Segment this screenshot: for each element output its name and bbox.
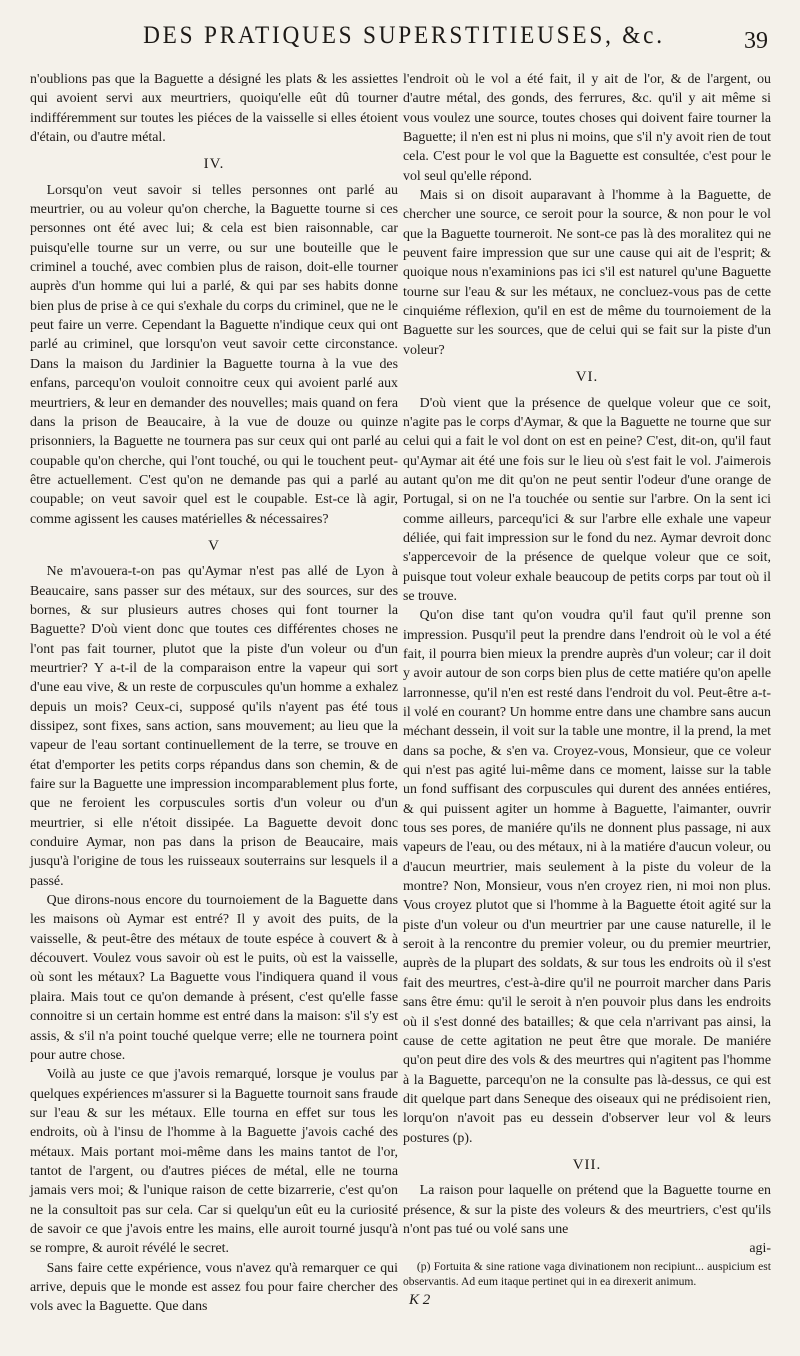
section-heading-vi: VI. [575,369,599,386]
paragraph: La raison pour laquelle on prétend que la Baguette tourne en présence, & sur la piste des voleurs & des meurtriers, c'est qu'ils n'ont pas tué ou volé sans une [403,1183,771,1237]
page-header [34,22,774,62]
catchword: agi- [749,1241,771,1257]
page-number: 39 [744,28,768,54]
right-column [403,70,771,1310]
paragraph: l'endroit où le vol a été fait, il y ait de l'or, & de l'argent, ou d'autre métal, des gonds, des ferrures, &c. qu'il y ait même si vous voulez une source, toutes choses qui doivent faire tourner la Baguette; il n'en est ni plus ni moins, que s'il n'y avoit rien de tout cela. C'est pour le vol que la Baguette est consultée, c'est pour le vol seul qu'elle répond. [403,72,771,184]
running-title: DES PRATIQUES SUPERSTITIEUSES, &c. [143,22,665,49]
left-column [30,70,398,1317]
paragraph: Sans faire cette expérience, vous n'avez qu'à remarquer ce qui arrive, depuis que le monde est assez fou pour faire chercher des vols avec la Baguette. Que dans [30,1260,398,1315]
paragraph: Mais si on disoit auparavant à l'homme à la Baguette, de chercher une source, ce seroit pour la source, & non pour le vol que la Baguette tourneroit. Ne sont-ce pas là des moralitez qui ne peuvent faire impression que sur une cause qui ait de l'esprit; & quoique nous n'examinions pas ici s'il est naturel qu'une Baguette tourne sur l'eau & sur les métaux, ne concluez-vous pas de cette cinquiéme réflexion, qu'il en est de même du tournoiement de la Baguette sur les sources, que de celui qui se fait sur la piste d'un voleur? [403,188,771,358]
section-heading-iv: IV. [203,156,225,173]
paragraph: Ne m'avouera-t-on pas qu'Aymar n'est pas allé de Lyon à Beaucaire, sans passer sur des métaux, sur des sources, sur des bornes, & sur plusieurs autres choses qui font tourner la Baguette? D'où vient donc que toutes ces différentes choses ne l'ont pas fait tourner, plutot que la piste d'un voleur ou d'un meurtrier? Y a-t-il de la comparaison entre la vapeur qui sort d'une eau vive, & un reste de corpuscules qu'un homme a exhalez depuis un mois? Ceux-ci, supposé qu'ils n'ayent pas été tous dissipez, sont fixes, sans action, sans mouvement; au lieu que la vapeur de l'eau sortant continuellement de la terre, se trouve en état d'emporter les petits corps répandus dans son chemin, & de faire sur la Baguette une impression incomparablement plus forte, que ne feroient les corpuscules sortis d'un voleur ou d'un meurtrier, si elle n'étoit dissipée. La Baguette devoit donc conduire Aymar, non pas dans la prison de Beaucaire, mais jusqu'à l'origine de tous les ruisseaux souterrains sur lesquels il a passé. [30,564,398,889]
paragraph: n'oublions pas que la Baguette a désigné les plats & les assiettes qui avoient servi aux meurtriers, quoiqu'elle eût dû tourner indifféremment sur toutes les piéces de la vaisselle si elles étoient d'étain, ou d'autre métal. [30,72,398,146]
paragraph: Lorsqu'on veut savoir si telles personnes ont parlé au meurtrier, ou au voleur qu'on cherche, la Baguette tourne si ces personnes ont été avec lui; & cela est bien raisonnable, car puisqu'elle tourne sur un verre, ou sur une bouteille que le criminel a touché, avec combien plus de raison, doit-elle tourner auprès d'un homme qui lui a parlé, & qui par ses habits donne bien plus de prise à ce qui s'exhale du corps du criminel, que ne le peut faire un verre. Cependant la Baguette n'indique ceux qui ont parlé au criminel, que lorsqu'on veut savoir cette circonstance. Dans la maison du Jardinier la Baguette tourna à la vue des enfans, parcequ'on vouloit connoitre ceux qui avoient parlé aux meurtriers, & leur en demander des nouvelles; mais quand on fera dans la prison de Beaucaire, à la vue de douze ou quinze prisonniers, la Baguette ne tournera pas sur ceux qui ont parlé au coupable qu'on cherche, qui l'ont touché, ou qui le touchent peut-être actuellement. C'est qu'on ne demande pas qui a parlé au coupable; on veut savoir quel est le coupable. Est-ce là agir, comme agissent les causes matérielles & nécessaires? [30,182,398,527]
paragraph: Qu'on dise tant qu'on voudra qu'il faut qu'il prenne son impression. Pusqu'il peut la prendre dans l'endroit où le vol a été fait, il pourra bien mieux la prendre auprès d'un voleur; car il doit y avoir autour de son corps bien plus de cette matiére qu'on apelle larronnesse, qu'il n'en est resté dans l'endroit du vol. Peut-être a-t-il volé en courant? Un homme entre dans une chambre sans aucun méchant dessein, il voit sur la table une montre, il la prend, la met dans sa poche, & s'en va. Croyez-vous, Monsieur, que ce voleur qui n'est pas agité lui-même dans ce moment, laisse sur la table un fond suffisant des corpuscules qui durent des années entiéres, & qui puissent agiter un homme à Baguette, l'aimanter, ouvrir tous ses pores, de maniére qu'ils ne donnent plus passage, ni aux vapeurs de l'eau, ou des métaux, ni à la matiére d'aucun voleur, ou d'aucun meurtrier, mais seulement à la piste du voleur de la montre? Non, Monsieur, vous n'en croyez rien, ni moi non plus. Vous croyez plutot que si l'homme à la Baguette étoit agité sur la piste d'un voleur ou d'un meurtrier par une cause naturelle, il le seroit à la rencontre du premier voleur, ou du premier meurtrier, auprès de la plupart des soldats, & sur tous les endroits où il s'est fait des meurtres, c'est-à-dire qu'il ne pourroit marcher dans Paris sans être ému: qu'il le seroit à n'en pouvoir plus dans les endroits où il s'est donné des batailles; & que cela n'arrivant pas ainsi, la cause de cette agitation ne peut être que morale. De maniére qu'on peut dire des vols & des meurtres qui n'agitent pas l'homme à la Baguette, parcequ'on ne la consulte pas là-dessus, ce qui est dit quelque part dans Seneque des oiseaux qui ne prédisoient rien, lorqu'on n'avoit pas eu dessein d'observer leur vol & leurs postures (p). [403,608,771,1146]
signature-mark: K 2 [409,1291,431,1308]
paragraph: Voilà au juste ce que j'avois remarqué, lorsque je voulus par quelques expériences m'assurer si la Baguette tournoit sans fraude sur l'eau & sur les métaux. Elle tourna en effet sur tous les endroits, où à l'insu de l'homme à la Baguette j'avois caché des métaux. Mais portant moi-même dans les mains tantot de l'or, tantot de l'argent, ou d'autres piéces de métal, elle ne tourna jamais vers moi; & l'unique raison de cette bizarrerie, c'est qu'on ne la consultoit pas sur cela. Car si quelqu'un eût eu la curiosité de savoir ce que j'avois entre les mains, elle auroit tourné jusqu'à se rompre, & auroit révélé le secret. [30,1067,398,1257]
paragraph: Que dirons-nous encore du tournoiement de la Baguette dans les maisons où Aymar est entré? Il y avoit des puits, de la vaisselle, & peut-être des métaux de toute espéce à couvert & à découvert. Voulez vous savoir où est le puits, où est la vaisselle, où sont les métaux? La Baguette vous l'indiquera quand il vous plaira. Mais tout ce qu'on demande à présent, c'est qu'elle fasse connoitre si un certain homme est entré dans la maison: s'il s'y est assis, & s'il n'a point touché quelque verre; elle ne tournera point pour autre chose. [30,893,398,1063]
section-heading-vii: VII. [572,1156,602,1173]
footnote: (p) Fortuita & sine ratione vaga divinationem non recipiunt... auspicium est observantis. Ad eum itaque pertinet qui in ea direxerit animum. [403,1259,771,1288]
paragraph: D'où vient que la présence de quelque voleur que ce soit, n'agite pas le corps d'Aymar, & que la Baguette ne tourne que sur celui qui a fait le vol dont on est en peine? C'est, dit-on, qu'il faut qu'Aymar ait été une fois sur le lieu où s'est fait le vol. J'aimerois autant qu'on me dit qu'on ne peut sentir l'odeur d'une orange de Portugal, si on ne l'a touchée ou sentie sur l'arbre. On la sent ici comme ailleurs, parcequ'ici & sur l'arbre elle exhale une vapeur déliée, qui fait impression sur le fond du nez. Aymar devroit donc s'appercevoir de la présence de quelque voleur que ce soit, puisque tout voleur exhale beaucoup de petits corps par tout où il se trouve. [403,395,771,604]
section-heading-v: V [208,537,220,554]
